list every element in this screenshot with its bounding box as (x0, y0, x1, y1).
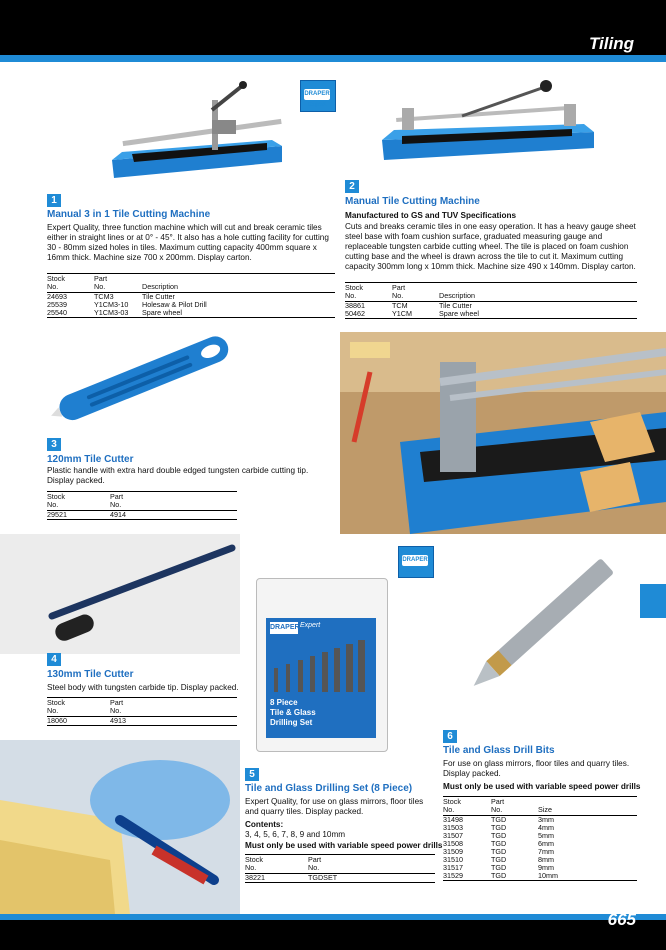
tile-cutter-in-use-photo (340, 332, 666, 534)
col-part: Part No. (110, 698, 237, 717)
header-band (0, 0, 666, 62)
table-row: 31503 TGD 4mm (443, 823, 554, 832)
pack-sub: Expert (300, 622, 321, 629)
product-note-6: Must only be used with variable speed power drills (443, 782, 641, 791)
page-number: 665 (607, 910, 636, 929)
draper-expert-logo: DRAPER Expert (398, 546, 434, 578)
spec-table-1 (47, 273, 335, 318)
col-part: Part No. (392, 283, 439, 302)
table-row: 18060 4913 (47, 717, 237, 726)
col-stock: Stock No. (345, 283, 392, 302)
col-stock: Stock No. (443, 797, 491, 816)
spec-table-3 (47, 491, 237, 520)
product-number-2: 2 (345, 180, 359, 193)
product-title-2: Manual Tile Cutting Machine (345, 196, 480, 207)
product-title-6: Tile and Glass Drill Bits (443, 745, 555, 756)
contents-label: Contents: (245, 820, 284, 829)
table-row: 31507 TGD 5mm (443, 831, 554, 840)
table-row: 25540 Y1CM3-03 Spare wheel (47, 309, 335, 318)
product-number-4: 4 (47, 653, 61, 666)
table-row: 38861 TCM Tile Cutter (345, 301, 472, 310)
col-part: Part No. (491, 797, 538, 816)
table-row: 31517 TGD 9mm (443, 863, 554, 872)
col-stock: Stock No. (245, 855, 308, 874)
product-description-6: For use on glass mirrors, floor tiles and quarry tiles. Display packed. (443, 759, 630, 778)
tile-cutting-machine-3in1-image (92, 80, 312, 192)
pack-brand: DRAPER (270, 622, 298, 634)
table-row: 38221 TGDSET (245, 874, 435, 883)
table-row: 31510 TGD 8mm (443, 855, 554, 864)
pack-line1: 8 Piece (270, 698, 298, 707)
drilling-set-pack-image (256, 578, 390, 754)
col-stock: Stock No. (47, 492, 110, 511)
spec-table-2 (345, 282, 637, 319)
product-description-4: Steel body with tungsten carbide tip. Display packed. (47, 683, 239, 692)
col-description: Description (142, 274, 335, 293)
product-title-1: Manual 3 in 1 Tile Cutting Machine (47, 209, 211, 220)
table-row: 31529 TGD 10mm (443, 872, 637, 881)
product-subtitle-2: Manufactured to GS and TUV Specifications (345, 211, 517, 220)
spec-table-6 (443, 796, 637, 881)
table-row: 50462 Y1CM Spare wheel (345, 310, 637, 319)
col-description: Description (439, 283, 637, 302)
product-title-5: Tile and Glass Drilling Set (8 Piece) (245, 783, 413, 794)
contents-value: 3, 4, 5, 6, 7, 8, 9 and 10mm (245, 830, 346, 839)
product-description-2: Cuts and breaks ceramic tiles in one easy operation. It has a heavy gauge sheet steel base with foam cushion surface, graduated measuring gauge and replaceable tungsten carbide cutting wheel. The tile is placed on foam cushion cutting base and the wheel is drawn across the tile to cut it. Maximum cutting capacity 300mm long x 10mm thick. Machine size 490 x 140mm. Display carton. (345, 222, 636, 271)
product-title-4: 130mm Tile Cutter (47, 669, 134, 680)
draper-expert-logo: DRAPER Expert (300, 80, 336, 112)
product-note-5: Must only be used with variable speed power drills (245, 841, 443, 850)
col-stock: Stock No. (47, 274, 94, 293)
table-row: 31509 TGD 7mm (443, 847, 554, 856)
col-part: Part No. (308, 855, 435, 874)
side-tab (640, 584, 666, 618)
col-part: Part No. (110, 492, 237, 511)
footer-band (0, 914, 666, 950)
col-part: Part No. (94, 274, 142, 293)
product-description-1: Expert Quality, three function machine which will cut and break ceramic tiles either in straight lines or at 0° - 45°. It also has a hole cutting facility for cutting 30 - 80mm sized holes in tiles. Maximum cutting capacity 400mm square x 16mm thick. Machine size 700 x 200mm. Display carton. (47, 223, 329, 262)
tile-cutter-120mm-image (44, 326, 240, 432)
table-row: 25539 Y1CM3-10 Holesaw & Pilot Drill (47, 300, 207, 309)
table-row: 29521 4914 (47, 511, 237, 520)
gloved-hand-photo (0, 740, 240, 914)
tile-glass-drill-bit-image (448, 544, 638, 694)
product-number-1: 1 (47, 194, 61, 207)
spec-table-5 (245, 854, 435, 883)
manual-tile-cutting-machine-image (372, 78, 604, 176)
product-number-5: 5 (245, 768, 259, 781)
table-row: 31508 TGD 6mm (443, 839, 554, 848)
section-title: Tiling (588, 34, 634, 53)
product-number-6: 6 (443, 730, 457, 743)
product-description-5: Expert Quality, for use on glass mirrors, floor tiles and quarry tiles. Display packed. (245, 797, 424, 816)
pack-line2: Tile & Glass (270, 708, 316, 717)
tile-cutter-130mm-image (0, 534, 240, 654)
pack-line3: Drilling Set (270, 718, 313, 727)
table-row: 31498 TGD 3mm (443, 815, 554, 824)
spec-table-4 (47, 697, 237, 726)
table-row: 24693 TCM3 Tile Cutter (47, 292, 175, 301)
col-size: Size (538, 797, 637, 816)
product-title-3: 120mm Tile Cutter (47, 454, 134, 465)
col-stock: Stock No. (47, 698, 110, 717)
product-number-3: 3 (47, 438, 61, 451)
product-description-3: Plastic handle with extra hard double edged tungsten carbide cutting tip. Display packed. (47, 466, 309, 485)
